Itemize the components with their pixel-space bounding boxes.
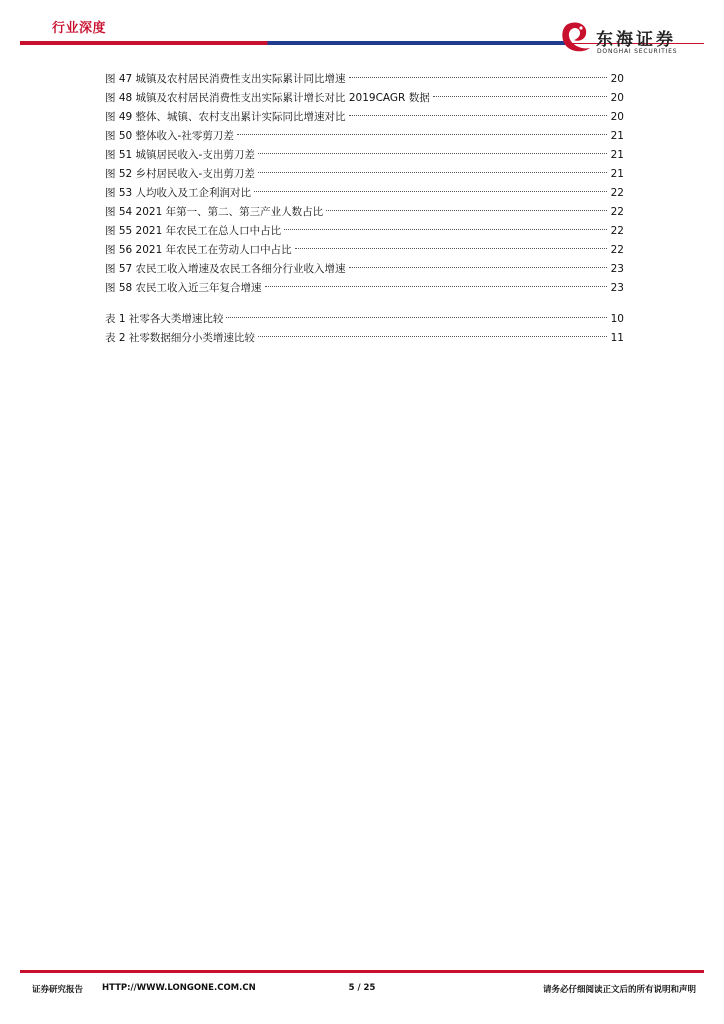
toc-entry-page: 20 (610, 73, 624, 85)
toc-entry-page: 11 (610, 332, 624, 344)
toc-entry-label: 图 47 城镇及农村居民消费性支出实际累计同比增速 (105, 73, 346, 85)
toc-entry[interactable] (105, 222, 624, 241)
header-rule (20, 41, 570, 45)
toc-entry[interactable] (105, 184, 624, 203)
toc-entry[interactable] (105, 260, 624, 279)
toc-entry-page: 20 (610, 111, 624, 123)
toc-entry-page: 21 (610, 168, 624, 180)
toc-leader (295, 247, 607, 249)
toc-leader (258, 171, 607, 173)
toc-entry-label: 图 50 整体收入-社零剪刀差 (105, 130, 234, 142)
toc-entry[interactable] (105, 108, 624, 127)
toc-leader (349, 76, 607, 78)
toc-entry-page: 20 (610, 92, 624, 104)
toc-leader (284, 228, 607, 230)
section-title: 行业深度 (52, 21, 107, 36)
toc-leader (433, 95, 607, 97)
company-logo (560, 20, 710, 60)
table-of-contents (105, 70, 624, 348)
toc-leader (258, 335, 607, 337)
toc-entry-label: 表 1 社零各大类增速比较 (105, 313, 224, 325)
toc-entry-page: 23 (610, 263, 624, 275)
toc-entry-page: 22 (610, 187, 624, 199)
toc-entry-page: 22 (610, 244, 624, 256)
toc-entry-page: 22 (610, 206, 624, 218)
toc-entry-page: 21 (610, 130, 624, 142)
toc-leader (226, 316, 607, 318)
toc-entry-label: 图 57 农民工收入增速及农民工各细分行业收入增速 (105, 263, 346, 275)
toc-spacer (105, 298, 624, 310)
toc-entry-label: 图 51 城镇居民收入-支出剪刀差 (105, 149, 255, 161)
toc-entry-label: 图 48 城镇及农村居民消费性支出实际累计增长对比 2019CAGR 数据 (105, 92, 430, 104)
toc-entry-page: 10 (610, 313, 624, 325)
toc-entry[interactable] (105, 127, 624, 146)
toc-entry-label: 图 55 2021 年农民工在总人口中占比 (105, 225, 282, 237)
page-number: 5 / 25 (348, 983, 376, 993)
toc-leader (349, 114, 607, 116)
toc-entry-page: 21 (610, 149, 624, 161)
toc-leader (237, 133, 607, 135)
figure-list (105, 70, 624, 298)
toc-entry-label: 图 54 2021 年第一、第二、第三产业人数占比 (105, 206, 324, 218)
toc-leader (265, 285, 607, 287)
toc-entry-label: 图 53 人均收入及工企利润对比 (105, 187, 252, 199)
toc-entry[interactable] (105, 241, 624, 260)
footer-website-link[interactable]: HTTP://WWW.LONGONE.COM.CN (102, 983, 256, 993)
toc-entry-label: 图 58 农民工收入近三年复合增速 (105, 282, 262, 294)
toc-entry-label: 表 2 社零数据细分小类增速比较 (105, 332, 255, 344)
table-list (105, 310, 624, 348)
dragon-logo-icon (560, 20, 594, 56)
toc-leader (258, 152, 607, 154)
toc-entry[interactable] (105, 203, 624, 222)
toc-leader (254, 190, 607, 192)
footer-rule (20, 970, 704, 973)
toc-entry[interactable] (105, 329, 624, 348)
toc-leader (349, 266, 607, 268)
footer-disclaimer: 请务必仔细阅读正文后的所有说明和声明 (542, 985, 696, 995)
toc-leader (326, 209, 607, 211)
toc-entry-label: 图 56 2021 年农民工在劳动人口中占比 (105, 244, 292, 256)
toc-entry[interactable] (105, 70, 624, 89)
toc-entry[interactable] (105, 279, 624, 298)
logo-chinese-name: 东海证券 (596, 30, 676, 50)
toc-entry[interactable] (105, 89, 624, 108)
toc-entry-page: 23 (610, 282, 624, 294)
toc-entry[interactable] (105, 165, 624, 184)
logo-english-name: DONGHAI SECURITIES (597, 48, 678, 55)
toc-entry[interactable] (105, 310, 624, 329)
toc-entry-label: 图 52 乡村居民收入-支出剪刀差 (105, 168, 255, 180)
toc-entry-label: 图 49 整体、城镇、农村支出累计实际同比增速对比 (105, 111, 346, 123)
toc-entry-page: 22 (610, 225, 624, 237)
toc-entry[interactable] (105, 146, 624, 165)
footer-report-type: 证券研究报告 (32, 985, 84, 995)
